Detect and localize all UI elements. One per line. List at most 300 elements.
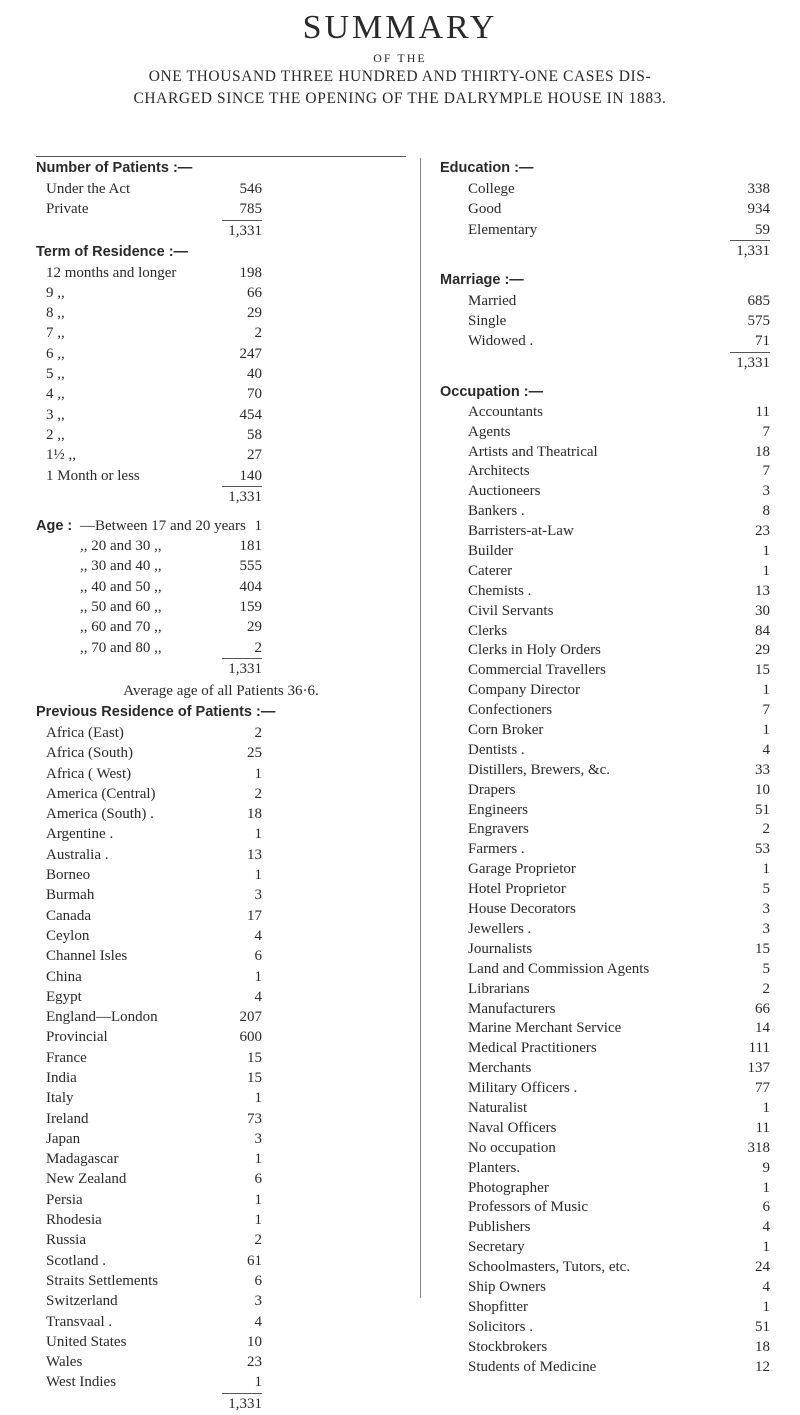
item-label: Madagascar (46, 1151, 119, 1168)
item-label: Provincial (46, 1029, 108, 1046)
list-item (440, 701, 770, 721)
item-label: Burmah (46, 887, 95, 904)
item-value: 1 (254, 1191, 262, 1208)
list-item (36, 323, 406, 343)
item-label: Civil Servants (468, 602, 554, 619)
item-value: 71 (755, 333, 770, 350)
list-item (440, 462, 770, 482)
marriage-list (440, 291, 770, 352)
item-label: ,, 60 and 70 ,, (80, 619, 162, 636)
item-value: 2 (762, 821, 770, 838)
item-value: 15 (247, 1069, 262, 1086)
item-value: 73 (247, 1110, 262, 1127)
column-divider (420, 158, 421, 1298)
item-value: 40 (247, 366, 262, 383)
list-item (440, 1000, 770, 1020)
item-value: 7 (762, 702, 770, 719)
patients-list (36, 179, 406, 220)
education-list (440, 179, 770, 240)
list-item (440, 641, 770, 661)
item-value: 1 (254, 968, 262, 985)
list-item (36, 263, 406, 283)
item-label: Dentists . (468, 741, 525, 758)
list-item (36, 1251, 406, 1271)
total-rule (222, 220, 262, 221)
item-label: Borneo (46, 867, 91, 884)
list-item (36, 784, 406, 804)
list-item (440, 880, 770, 900)
item-label: Barristers-at-Law (468, 523, 574, 540)
list-item (36, 638, 406, 658)
item-value: 66 (755, 1000, 770, 1017)
item-value: 1 (762, 682, 770, 699)
item-value: 247 (239, 345, 262, 362)
item-value: 600 (239, 1029, 262, 1046)
residence-list (36, 723, 406, 1393)
item-value: 51 (755, 801, 770, 818)
document-page (0, 8, 800, 1412)
item-value: 1 (762, 1179, 770, 1196)
section-heading-patients: Number of Patients :— (36, 160, 193, 176)
list-item (36, 1312, 406, 1332)
list-item (36, 425, 406, 445)
item-value: 1 (254, 1090, 262, 1107)
list-item (36, 804, 406, 824)
item-label: Builder (468, 543, 513, 560)
item-label: Shopfitter (468, 1298, 528, 1315)
list-item (440, 860, 770, 880)
item-label: Italy (46, 1090, 74, 1107)
list-item (36, 199, 406, 219)
item-value: 6 (254, 948, 262, 965)
item-label: 9 ,, (46, 284, 65, 301)
item-value: 25 (247, 745, 262, 762)
list-item (36, 1291, 406, 1311)
item-label: Straits Settlements (46, 1272, 159, 1289)
list-item (36, 926, 406, 946)
list-item (440, 1079, 770, 1099)
item-label: Confectioners (468, 702, 553, 719)
list-item (440, 403, 770, 423)
item-value: 2 (254, 785, 262, 802)
item-value: 29 (247, 619, 262, 636)
item-label: 7 ,, (46, 325, 65, 342)
list-item (36, 1109, 406, 1129)
item-label: Professors of Music (468, 1199, 588, 1216)
item-value: 10 (755, 781, 770, 798)
list-item (440, 199, 770, 219)
residence-total: 1,331 (36, 1393, 406, 1415)
item-value: 29 (755, 642, 770, 659)
item-label: No occupation (468, 1139, 556, 1156)
list-item (440, 443, 770, 463)
item-value: 3 (762, 901, 770, 918)
item-value: 3 (254, 1130, 262, 1147)
item-label: Distillers, Brewers, &c. (468, 761, 611, 778)
item-value: 77 (755, 1080, 770, 1097)
item-label: ,, 70 and 80 ,, (80, 639, 162, 656)
item-label: Under the Act (46, 181, 131, 197)
item-value: 546 (239, 181, 262, 197)
item-label: Rhodesia (46, 1212, 102, 1229)
item-label: Single (468, 313, 507, 330)
item-label: Corn Broker (468, 722, 544, 739)
item-label: India (46, 1069, 77, 1086)
item-value: 13 (247, 846, 262, 863)
item-label: Naval Officers (468, 1119, 557, 1136)
item-value: 6 (254, 1171, 262, 1188)
item-label: Students of Medicine (468, 1358, 597, 1375)
list-item (440, 522, 770, 542)
item-value: 1 (762, 861, 770, 878)
item-value: 685 (747, 292, 770, 309)
list-item (36, 1332, 406, 1352)
item-label: Librarians (468, 980, 530, 997)
item-value: 1 (254, 517, 262, 534)
item-label: Merchants (468, 1060, 532, 1077)
item-value: 11 (755, 403, 770, 420)
list-item (36, 1230, 406, 1250)
item-label: Wales (46, 1354, 83, 1371)
education-total: 1,331 (440, 240, 770, 262)
list-item (36, 445, 406, 465)
item-label: Planters. (468, 1159, 521, 1176)
item-label: —Between 17 and 20 years (80, 517, 246, 534)
item-label: Canada (46, 907, 91, 924)
item-label: West Indies (46, 1374, 117, 1391)
list-item (36, 516, 406, 536)
list-item (36, 967, 406, 987)
list-item (440, 1179, 770, 1199)
item-label: America (Central) (46, 785, 156, 802)
list-item (36, 1149, 406, 1169)
item-value: 84 (755, 622, 770, 639)
list-item (440, 1338, 770, 1358)
list-item (440, 602, 770, 622)
item-value: 3 (762, 483, 770, 500)
item-label: Commercial Travellers (468, 662, 606, 679)
item-value: 30 (755, 602, 770, 619)
list-item (440, 1258, 770, 1278)
item-label: Engravers (468, 821, 529, 838)
section-heading-term: Term of Residence :— (36, 243, 189, 260)
list-item (440, 980, 770, 1000)
left-column (36, 158, 406, 1415)
item-value: 53 (755, 841, 770, 858)
item-label: 8 ,, (46, 305, 65, 322)
list-item (440, 1039, 770, 1059)
item-label: Artists and Theatrical (468, 443, 598, 460)
item-value: 51 (755, 1318, 770, 1335)
item-value: 1 (762, 1099, 770, 1116)
item-label: Company Director (468, 682, 581, 699)
item-value: 1 (254, 826, 262, 843)
list-item (36, 764, 406, 784)
item-value: 785 (239, 201, 262, 218)
item-value: 2 (254, 325, 262, 342)
item-label: Naturalist (468, 1099, 528, 1116)
list-item (440, 542, 770, 562)
list-item (36, 865, 406, 885)
item-value: 181 (239, 538, 262, 555)
item-label: England—London (46, 1009, 158, 1026)
list-item (440, 781, 770, 801)
section-heading-education: Education :— (440, 160, 534, 176)
item-value: 2 (254, 724, 262, 741)
list-item (440, 1298, 770, 1318)
item-label: Ireland (46, 1110, 89, 1127)
item-label: Argentine . (46, 826, 114, 843)
item-value: 33 (755, 761, 770, 778)
item-value: 1 (762, 722, 770, 739)
item-label: Engineers (468, 801, 528, 818)
item-label: Land and Commission Agents (468, 960, 650, 977)
occupation-list (440, 403, 770, 1378)
subtitle-line-1: ONE THOUSAND THREE HUNDRED AND THIRTY-ONE CASES DIS- (148, 68, 652, 85)
item-label: Schoolmasters, Tutors, etc. (468, 1259, 631, 1276)
item-label: ,, 30 and 40 ,, (80, 558, 162, 575)
section-heading-occupation: Occupation :— (440, 383, 544, 400)
page-title: SUMMARY (302, 9, 498, 46)
item-label: ,, 20 and 30 ,, (80, 538, 162, 555)
list-item (440, 1059, 770, 1079)
item-value: 1 (254, 1374, 262, 1391)
list-item (440, 1318, 770, 1338)
item-label: Auctioneers (468, 483, 541, 500)
item-value: 27 (247, 447, 262, 464)
list-item (440, 741, 770, 761)
item-value: 2 (762, 980, 770, 997)
list-item (36, 906, 406, 926)
item-value: 15 (755, 940, 770, 957)
item-label: Solicitors . (468, 1318, 534, 1335)
item-value: 5 (762, 881, 770, 898)
item-label: House Decorators (468, 901, 576, 918)
term-total: 1,331 (36, 486, 406, 508)
item-label: Egypt (46, 988, 82, 1005)
item-value: 8 (762, 503, 770, 520)
list-item (440, 291, 770, 311)
item-label: Africa ( West) (46, 765, 132, 782)
list-item (36, 1271, 406, 1291)
item-value: 23 (247, 1354, 262, 1371)
item-label: Ceylon (46, 927, 90, 944)
list-item (440, 1099, 770, 1119)
item-label: Chemists . (468, 582, 532, 599)
item-value: 318 (747, 1139, 770, 1156)
item-label: Russia (46, 1232, 87, 1249)
header-rule (36, 156, 406, 157)
list-item (36, 1088, 406, 1108)
item-value: 2 (254, 639, 262, 656)
age-total: 1,331 (36, 658, 406, 680)
item-label: Africa (East) (46, 724, 124, 741)
item-value: 3 (762, 920, 770, 937)
average-age: Average age of all Patients 36·6. (123, 682, 319, 699)
item-value: 66 (247, 284, 262, 301)
list-item (36, 597, 406, 617)
item-value: 5 (762, 960, 770, 977)
item-label: Elementary (468, 221, 538, 238)
item-label: Private (46, 201, 89, 218)
list-item (36, 723, 406, 743)
item-value: 3 (254, 1293, 262, 1310)
list-item (440, 681, 770, 701)
list-item (440, 1198, 770, 1218)
list-item (440, 661, 770, 681)
item-label: Japan (46, 1130, 81, 1147)
list-item (440, 1119, 770, 1139)
item-label: Hotel Proprietor (468, 881, 566, 898)
right-column (440, 158, 770, 1377)
total-rule (222, 1393, 262, 1394)
item-value: 575 (747, 313, 770, 330)
term-list (36, 263, 406, 486)
item-label: Publishers (468, 1219, 531, 1236)
item-value: 59 (755, 221, 770, 238)
item-value: 4 (762, 741, 770, 758)
item-value: 1 (254, 1151, 262, 1168)
list-item (440, 482, 770, 502)
list-item (440, 220, 770, 240)
item-value: 4 (254, 1313, 262, 1330)
list-item (36, 1007, 406, 1027)
list-item (36, 946, 406, 966)
item-label: Switzerland (46, 1293, 118, 1310)
item-value: 1 (762, 1239, 770, 1256)
list-item (36, 1027, 406, 1047)
item-value: 1 (762, 562, 770, 579)
item-value: 137 (747, 1060, 770, 1077)
item-value: 1 (254, 765, 262, 782)
item-value: 4 (762, 1219, 770, 1236)
item-value: 9 (762, 1159, 770, 1176)
item-value: 1 (254, 867, 262, 884)
item-value: 61 (247, 1252, 262, 1269)
item-value: 4 (254, 927, 262, 944)
section-heading-marriage: Marriage :— (440, 271, 524, 288)
item-label: Jewellers . (468, 920, 532, 937)
item-value: 2 (254, 1232, 262, 1249)
item-label: Medical Practitioners (468, 1040, 597, 1057)
list-item (36, 179, 406, 199)
item-label: Channel Isles (46, 948, 128, 965)
list-item (440, 562, 770, 582)
item-label: 3 ,, (46, 406, 65, 423)
item-label: ,, 40 and 50 ,, (80, 578, 162, 595)
item-value: 29 (247, 305, 262, 322)
item-value: 14 (755, 1020, 770, 1037)
list-item (36, 1169, 406, 1189)
item-label: New Zealand (46, 1171, 127, 1188)
item-value: 12 (755, 1358, 770, 1375)
item-label: 2 ,, (46, 426, 65, 443)
item-value: 338 (747, 181, 770, 197)
list-item (440, 1278, 770, 1298)
list-item (440, 622, 770, 642)
item-value: 6 (254, 1272, 262, 1289)
section-heading-age: Age : (36, 517, 73, 534)
item-value: 1 (762, 1298, 770, 1315)
list-item (36, 283, 406, 303)
list-item (36, 405, 406, 425)
marriage-total: 1,331 (440, 352, 770, 374)
list-item (440, 423, 770, 443)
list-item (440, 721, 770, 741)
item-label: 12 months and longer (46, 264, 177, 281)
list-item (36, 1068, 406, 1088)
item-label: Stockbrokers (468, 1338, 548, 1355)
item-label: ,, 50 and 60 ,, (80, 599, 162, 616)
item-value: 18 (755, 1338, 770, 1355)
item-value: 159 (239, 599, 262, 616)
list-item (440, 920, 770, 940)
item-value: 1 (762, 543, 770, 560)
item-label: Photographer (468, 1179, 549, 1196)
list-item (440, 761, 770, 781)
item-label: Transvaal . (46, 1313, 113, 1330)
list-item (440, 940, 770, 960)
list-item (36, 845, 406, 865)
item-label: United States (46, 1333, 127, 1350)
item-label: Married (468, 292, 517, 309)
item-label: 5 ,, (46, 366, 65, 383)
list-item (36, 384, 406, 404)
item-value: 6 (762, 1199, 770, 1216)
item-value: 454 (239, 406, 262, 423)
list-item (440, 801, 770, 821)
item-label: Garage Proprietor (468, 861, 576, 878)
list-item (36, 1190, 406, 1210)
item-label: Caterer (468, 562, 513, 579)
item-label: Military Officers . (468, 1080, 578, 1097)
section-heading-residence: Previous Residence of Patients :— (36, 703, 276, 720)
item-value: 555 (239, 558, 262, 575)
list-item (36, 743, 406, 763)
list-item (36, 364, 406, 384)
list-item (36, 1210, 406, 1230)
item-value: 404 (239, 578, 262, 595)
list-item (36, 885, 406, 905)
item-value: 11 (755, 1119, 770, 1136)
item-value: 207 (239, 1009, 262, 1026)
list-item (36, 617, 406, 637)
item-value: 7 (762, 463, 770, 480)
item-value: 4 (254, 988, 262, 1005)
list-item (36, 577, 406, 597)
item-value: 58 (247, 426, 262, 443)
list-item (440, 582, 770, 602)
item-label: Widowed . (468, 333, 534, 350)
item-value: 23 (755, 523, 770, 540)
title-of: OF THE (373, 51, 427, 65)
total-rule (730, 352, 770, 353)
list-item (36, 1129, 406, 1149)
list-item (36, 536, 406, 556)
item-label: Clerks (468, 622, 508, 639)
list-item (36, 556, 406, 576)
list-item (36, 824, 406, 844)
header (0, 8, 800, 110)
item-label: Secretary (468, 1239, 525, 1256)
list-item (440, 1218, 770, 1238)
item-label: Manufacturers (468, 1000, 556, 1017)
item-label: Good (468, 201, 502, 218)
item-label: Persia (46, 1191, 83, 1208)
item-label: France (46, 1049, 87, 1066)
item-label: Accountants (468, 403, 543, 420)
list-item (440, 1019, 770, 1039)
